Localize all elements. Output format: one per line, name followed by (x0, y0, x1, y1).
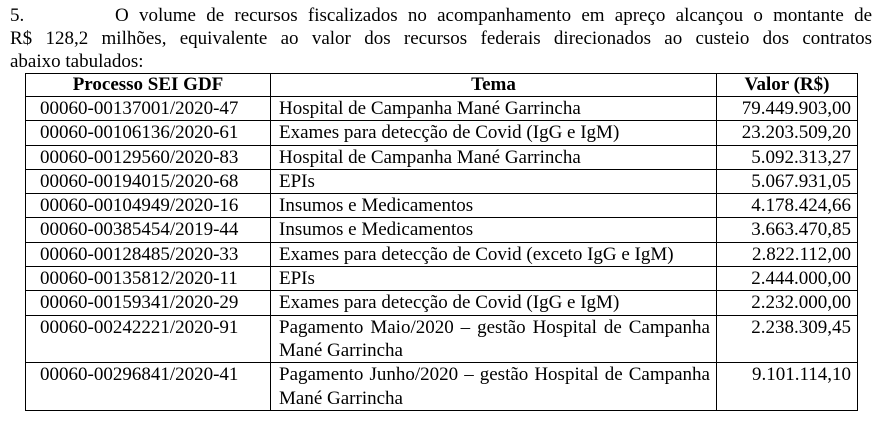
paragraph-line-1 (10, 4, 872, 27)
cell-valor: 3.663.470,85 (717, 218, 858, 242)
cell-tema: Insumos e Medicamentos (271, 194, 717, 218)
cell-processo: 00060-00242221/2020-91 (26, 315, 271, 363)
intro-paragraph (10, 4, 872, 73)
cell-tema: Pagamento Junho/2020 – gestão Hospital de Campanha Mané Garrincha (271, 363, 717, 411)
cell-processo: 00060-00106136/2020-61 (26, 121, 271, 145)
table-row (26, 145, 858, 169)
paragraph-number: 5. (10, 5, 25, 26)
cell-valor: 5.067.931,05 (717, 169, 858, 193)
cell-processo: 00060-00385454/2019-44 (26, 218, 271, 242)
cell-processo: 00060-00128485/2020-33 (26, 242, 271, 266)
cell-tema: EPIs (271, 169, 717, 193)
cell-valor: 2.238.309,45 (717, 315, 858, 363)
cell-processo: 00060-00137001/2020-47 (26, 97, 271, 121)
cell-valor: 5.092.313,27 (717, 145, 858, 169)
cell-tema: Hospital de Campanha Mané Garrincha (271, 97, 717, 121)
cell-processo: 00060-00296841/2020-41 (26, 363, 271, 411)
table-row (26, 267, 858, 291)
cell-tema: Exames para detecção de Covid (IgG e IgM) (271, 121, 717, 145)
cell-tema: Hospital de Campanha Mané Garrincha (271, 145, 717, 169)
table-row (26, 194, 858, 218)
header-valor: Valor (R$) (717, 74, 858, 97)
cell-valor: 23.203.509,20 (717, 121, 858, 145)
table-row (26, 363, 858, 411)
table-row (26, 218, 858, 242)
table-row (26, 315, 858, 363)
cell-valor: 79.449.903,00 (717, 97, 858, 121)
cell-processo: 00060-00104949/2020-16 (26, 194, 271, 218)
table-header-row (26, 74, 858, 97)
cell-processo: 00060-00135812/2020-11 (26, 267, 271, 291)
cell-tema: Pagamento Maio/2020 – gestão Hospital de Campanha Mané Garrincha (271, 315, 717, 363)
cell-valor: 2.822.112,00 (717, 242, 858, 266)
table-row (26, 97, 858, 121)
cell-valor: 2.444.000,00 (717, 267, 858, 291)
table-row (26, 291, 858, 315)
cell-processo: 00060-00159341/2020-29 (26, 291, 271, 315)
paragraph-line-1-text: O volume de recursos fiscalizados no acompanhamento em apreço alcançou o montante de (115, 5, 872, 26)
cell-tema: EPIs (271, 267, 717, 291)
table-row (26, 242, 858, 266)
cell-valor: 4.178.424,66 (717, 194, 858, 218)
cell-tema: Insumos e Medicamentos (271, 218, 717, 242)
cell-tema: Exames para detecção de Covid (exceto IgG e IgM) (271, 242, 717, 266)
table-row (26, 169, 858, 193)
header-processo: Processo SEI GDF (26, 74, 271, 97)
paragraph-line-2: R$ 128,2 milhões, equivalente ao valor dos recursos federais direcionados ao custeio dos contratos (10, 28, 872, 49)
cell-processo: 00060-00194015/2020-68 (26, 169, 271, 193)
paragraph-line-3: abaixo tabulados: (10, 51, 144, 72)
table-row (26, 121, 858, 145)
header-tema: Tema (271, 74, 717, 97)
cell-tema: Exames para detecção de Covid (IgG e IgM) (271, 291, 717, 315)
contracts-table (25, 73, 858, 411)
cell-valor: 2.232.000,00 (717, 291, 858, 315)
cell-valor: 9.101.114,10 (717, 363, 858, 411)
cell-processo: 00060-00129560/2020-83 (26, 145, 271, 169)
